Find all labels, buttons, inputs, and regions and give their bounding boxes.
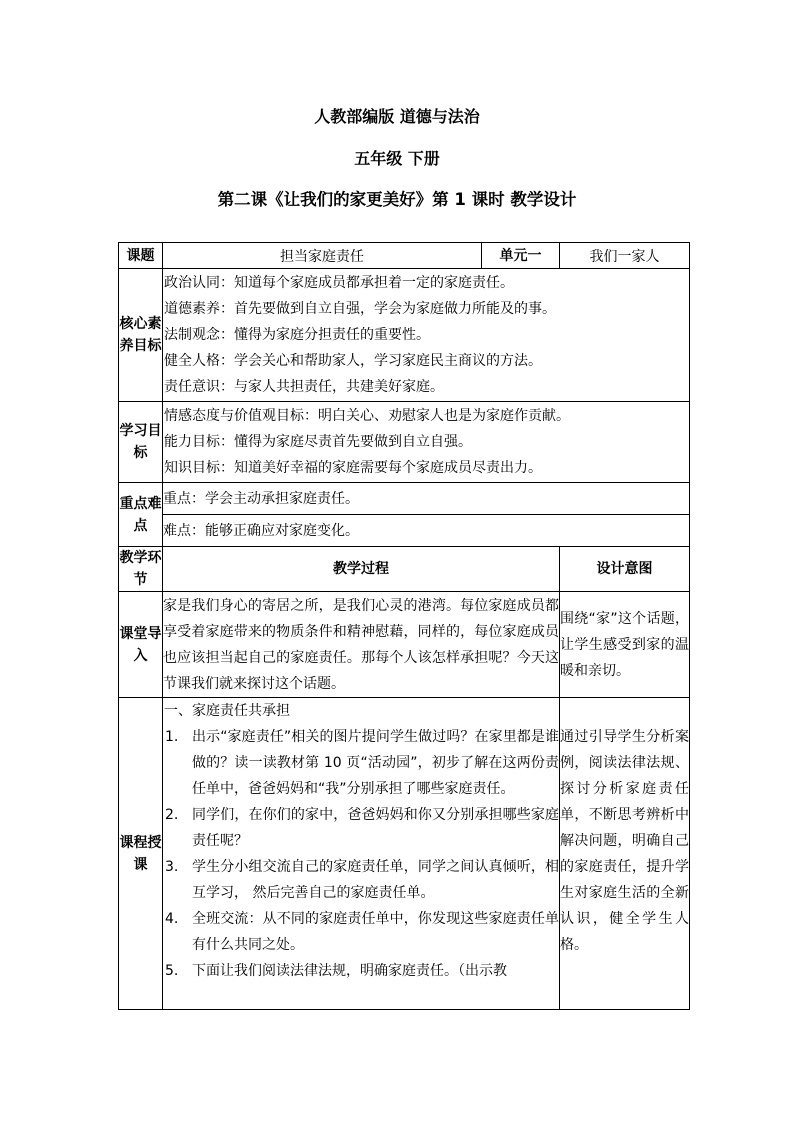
- intro-row: [119, 592, 690, 698]
- lesson-row: [119, 698, 690, 1010]
- lesson-step: 2. 同学们，在你们的家中，爸爸妈妈和你又分别承担哪些家庭责任呢？: [165, 807, 559, 849]
- core-literacy-line: 健全人格：学会关心和帮助家人，学习家庭民主商议的方法。: [164, 353, 542, 369]
- lesson-step: 4. 全班交流：从不同的家庭责任单中，你发现这些家庭责任单有什么共同之处。: [165, 911, 559, 953]
- key-point-text: 重点：学会主动承担家庭责任。: [163, 483, 690, 515]
- lesson-step-list: [163, 724, 559, 984]
- core-literacy-row: [119, 269, 690, 402]
- unit-value: 我们一家人: [560, 243, 690, 269]
- core-literacy-line: 责任意识：与家人共担责任，共建美好家庭。: [164, 379, 444, 395]
- topic-row: [119, 243, 690, 269]
- core-literacy-line: 政治认同：知道每个家庭成员都承担着一定的家庭责任。: [164, 275, 514, 291]
- lesson-step: 3. 学生分小组交流自己的家庭责任单，同学之间认真倾听，相互学习， 然后完善自己的家庭责任单。: [165, 859, 559, 901]
- design-intent-header: 设计意图: [560, 547, 690, 592]
- lesson-section-title: 一、家庭责任共承担: [164, 703, 290, 719]
- lesson-content: [163, 698, 560, 1010]
- unit-label: 单元一: [482, 243, 560, 269]
- lesson-step: 1. 出示“家庭责任”相关的图片提问学生做过吗？在家里都是谁做的？读一读教材第 10 页“活动园”，初步了解在这两份责任单中，爸爸妈妈和“我”分别承担了哪些家庭责任。: [165, 729, 559, 797]
- document-title-line1: 人教部编版 道德与法治: [314, 107, 480, 126]
- learning-goal-line: 知识目标：知道美好幸福的家庭需要每个家庭成员尽责出力。: [164, 460, 542, 476]
- learning-goals-label: 学习目标: [119, 402, 163, 483]
- intro-label: 课堂导入: [119, 592, 163, 698]
- document-title-line2: 五年级 下册: [354, 149, 440, 168]
- difficult-point-text: 难点：能够正确应对家庭变化。: [163, 515, 690, 547]
- core-literacy-line: 道德素养：首先要做到自立自强，学会为家庭做力所能及的事。: [164, 301, 556, 317]
- lesson-plan-table: [118, 242, 690, 1010]
- key-point-row: [119, 483, 690, 515]
- core-literacy-label: 核心素养目标: [119, 269, 163, 402]
- stage-header-row: [119, 547, 690, 592]
- lesson-step: 5. 下面让我们阅读法律法规，明确家庭责任。（出示教: [165, 963, 507, 979]
- topic-value: 担当家庭责任: [163, 243, 482, 269]
- learning-goal-line: 能力目标：懂得为家庭尽责首先要做到自立自强。: [164, 434, 472, 450]
- learning-goals-content: [163, 402, 690, 483]
- core-literacy-content: [163, 269, 690, 402]
- core-literacy-line: 法制观念：懂得为家庭分担责任的重要性。: [164, 327, 430, 343]
- key-difficult-label: 重点难点: [119, 483, 163, 547]
- teaching-process-header: 教学过程: [163, 547, 560, 592]
- intro-intent: 围绕“家”这个话题，让学生感受到家的温暖和亲切。: [560, 592, 690, 698]
- intro-text: 家是我们身心的寄居之所，是我们心灵的港湾。每位家庭成员都享受着家庭带来的物质条件和精神慰藉，同样的，每位家庭成员也应该担当起自己的家庭责任。那每个人该怎样承担呢？今天这节课我们就来探讨这个话题。: [163, 592, 560, 698]
- learning-goals-row: [119, 402, 690, 483]
- teaching-stage-label: 教学环节: [119, 547, 163, 592]
- learning-goal-line: 情感态度与价值观目标：明白关心、劝慰家人也是为家庭作贡献。: [164, 408, 570, 424]
- difficult-point-row: [119, 515, 690, 547]
- document-title-line3: 第二课《让我们的家更美好》第 1 课时 教学设计: [217, 190, 577, 209]
- topic-label: 课题: [119, 243, 163, 269]
- lesson-label: 课程授课: [119, 698, 163, 1010]
- lesson-intent: 通过引导学生分析案例，阅读法律法规、探讨分析家庭责任单，不断思考辨析中解决问题，明确自己的家庭责任，提升学生对家庭生活的全新认识，健全学生人格。: [560, 698, 690, 1010]
